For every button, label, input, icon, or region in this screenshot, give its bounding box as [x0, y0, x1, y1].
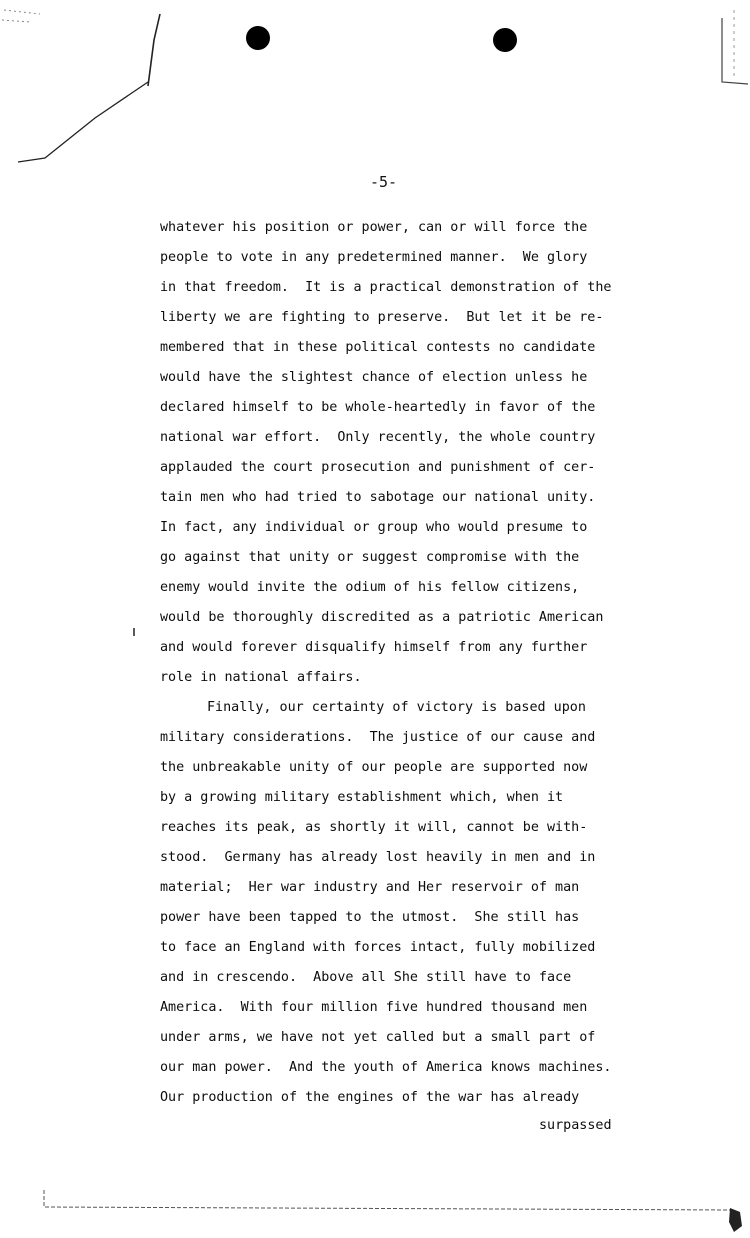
- punch-hole-left: [246, 26, 270, 50]
- text-line: America. With four million five hundred thousand men: [160, 1000, 588, 1015]
- text-line: and in crescendo. Above all She still have to face: [160, 970, 572, 985]
- scan-speckle-top-left: [2, 10, 40, 22]
- text-line: applauded the court prosecution and punishment of cer-: [160, 460, 596, 475]
- bottom-border-line: [44, 1190, 730, 1210]
- text-line: Our production of the engines of the war has already: [160, 1090, 580, 1105]
- text-line: whatever his position or power, can or will force the: [160, 220, 588, 235]
- text-line: Finally, our certainty of victory is based upon: [207, 700, 586, 715]
- page-number: -5-: [370, 173, 398, 191]
- text-line: national war effort. Only recently, the whole country: [160, 430, 596, 445]
- text-line: power have been tapped to the utmost. She still has: [160, 910, 580, 925]
- text-line: would have the slightest chance of election unless he: [160, 370, 588, 385]
- punch-hole-right: [493, 28, 517, 52]
- text-line: In fact, any individual or group who would presume to: [160, 520, 588, 535]
- catchword: surpassed: [539, 1118, 612, 1133]
- text-line: material; Her war industry and Her reservoir of man: [160, 880, 580, 895]
- text-line: under arms, we have not yet called but a small part of: [160, 1030, 596, 1045]
- text-line: role in national affairs.: [160, 670, 362, 685]
- text-line: reaches its peak, as shortly it will, cannot be with-: [160, 820, 588, 835]
- text-line: declared himself to be whole-heartedly in favor of the: [160, 400, 596, 415]
- text-line: people to vote in any predetermined manner. We glory: [160, 250, 588, 265]
- text-line: go against that unity or suggest compromise with the: [160, 550, 580, 565]
- text-line: enemy would invite the odium of his fellow citizens,: [160, 580, 580, 595]
- right-edge-mark: [722, 18, 748, 84]
- body-text: [160, 216, 680, 1116]
- text-line: would be thoroughly discredited as a patriotic American: [160, 610, 604, 625]
- text-line: military considerations. The justice of our cause and: [160, 730, 596, 745]
- text-line: the unbreakable unity of our people are supported now: [160, 760, 588, 775]
- text-line: tain men who had tried to sabotage our national unity.: [160, 490, 596, 505]
- text-line: our man power. And the youth of America knows machines.: [160, 1060, 612, 1075]
- text-line: to face an England with forces intact, fully mobilized: [160, 940, 596, 955]
- corner-blot: [729, 1208, 742, 1232]
- pencil-mark-diagonal: [18, 82, 148, 162]
- text-line: and would forever disqualify himself from any further: [160, 640, 588, 655]
- text-line: membered that in these political contests no candidate: [160, 340, 596, 355]
- text-line: stood. Germany has already lost heavily in men and in: [160, 850, 596, 865]
- text-line: liberty we are fighting to preserve. But let it be re-: [160, 310, 604, 325]
- pencil-mark-vertical: [148, 14, 160, 86]
- text-line: in that freedom. It is a practical demonstration of the: [160, 280, 612, 295]
- text-line: by a growing military establishment which, when it: [160, 790, 564, 805]
